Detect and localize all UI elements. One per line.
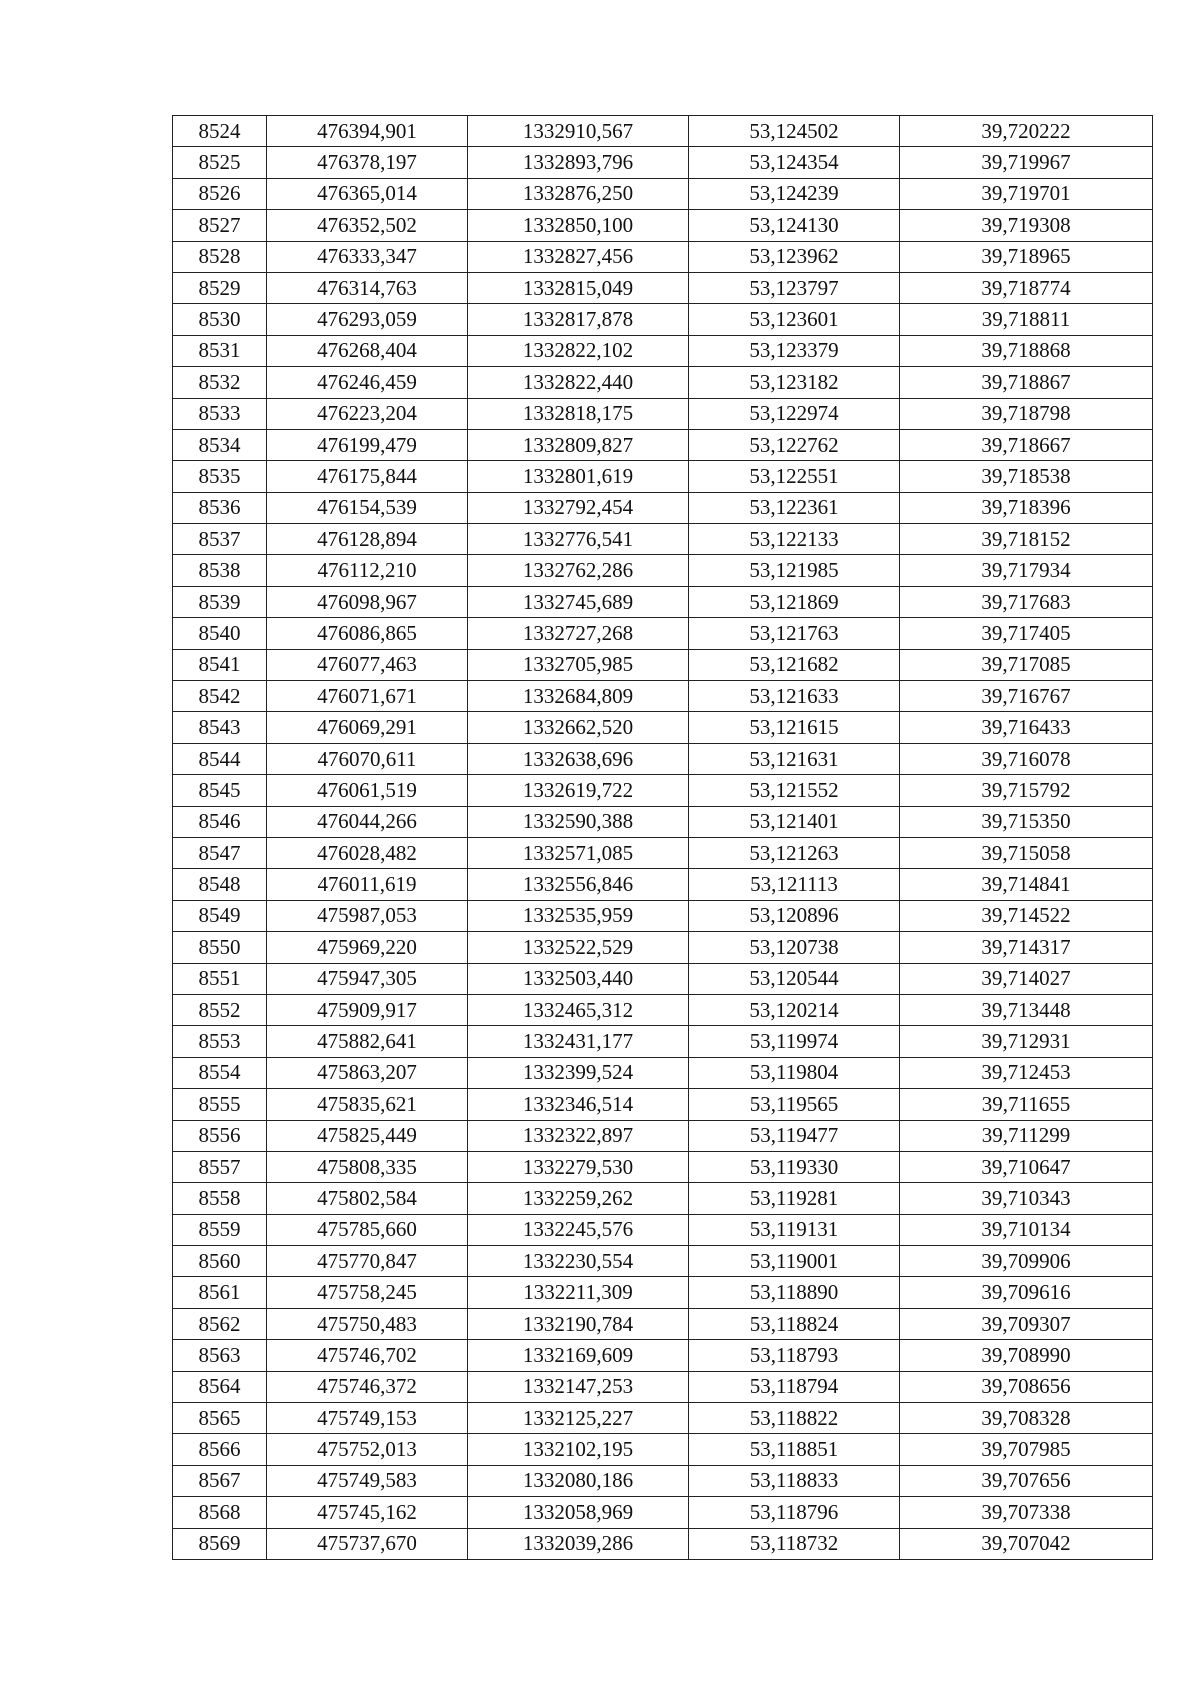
y-coordinate-cell: 1332431,177 bbox=[468, 1026, 689, 1057]
y-coordinate-cell: 1332190,784 bbox=[468, 1308, 689, 1339]
longitude-cell: 39,714841 bbox=[900, 869, 1153, 900]
point-number-cell: 8567 bbox=[173, 1465, 267, 1496]
x-coordinate-cell: 476077,463 bbox=[267, 649, 468, 680]
y-coordinate-cell: 1332893,796 bbox=[468, 147, 689, 178]
y-coordinate-cell: 1332080,186 bbox=[468, 1465, 689, 1496]
longitude-cell: 39,718396 bbox=[900, 492, 1153, 523]
latitude-cell: 53,122133 bbox=[689, 524, 900, 555]
point-number-cell: 8551 bbox=[173, 963, 267, 994]
longitude-cell: 39,717934 bbox=[900, 555, 1153, 586]
y-coordinate-cell: 1332817,878 bbox=[468, 304, 689, 335]
latitude-cell: 53,119565 bbox=[689, 1089, 900, 1120]
table-row bbox=[173, 524, 1153, 555]
longitude-cell: 39,718867 bbox=[900, 367, 1153, 398]
x-coordinate-cell: 475758,245 bbox=[267, 1277, 468, 1308]
y-coordinate-cell: 1332815,049 bbox=[468, 272, 689, 303]
y-coordinate-cell: 1332125,227 bbox=[468, 1403, 689, 1434]
latitude-cell: 53,119477 bbox=[689, 1120, 900, 1151]
point-number-cell: 8528 bbox=[173, 241, 267, 272]
y-coordinate-cell: 1332571,085 bbox=[468, 837, 689, 868]
latitude-cell: 53,118822 bbox=[689, 1403, 900, 1434]
y-coordinate-cell: 1332705,985 bbox=[468, 649, 689, 680]
longitude-cell: 39,713448 bbox=[900, 994, 1153, 1025]
y-coordinate-cell: 1332102,195 bbox=[468, 1434, 689, 1465]
point-number-cell: 8555 bbox=[173, 1089, 267, 1120]
y-coordinate-cell: 1332662,520 bbox=[468, 712, 689, 743]
x-coordinate-cell: 475825,449 bbox=[267, 1120, 468, 1151]
latitude-cell: 53,118794 bbox=[689, 1371, 900, 1402]
point-number-cell: 8531 bbox=[173, 335, 267, 366]
longitude-cell: 39,710134 bbox=[900, 1214, 1153, 1245]
y-coordinate-cell: 1332039,286 bbox=[468, 1528, 689, 1559]
table-row bbox=[173, 1057, 1153, 1088]
longitude-cell: 39,714522 bbox=[900, 900, 1153, 931]
x-coordinate-cell: 475882,641 bbox=[267, 1026, 468, 1057]
latitude-cell: 53,118793 bbox=[689, 1340, 900, 1371]
table-row bbox=[173, 681, 1153, 712]
x-coordinate-cell: 476086,865 bbox=[267, 618, 468, 649]
x-coordinate-cell: 476223,204 bbox=[267, 398, 468, 429]
latitude-cell: 53,119281 bbox=[689, 1183, 900, 1214]
latitude-cell: 53,121263 bbox=[689, 837, 900, 868]
y-coordinate-cell: 1332776,541 bbox=[468, 524, 689, 555]
y-coordinate-cell: 1332727,268 bbox=[468, 618, 689, 649]
latitude-cell: 53,119804 bbox=[689, 1057, 900, 1088]
latitude-cell: 53,119001 bbox=[689, 1246, 900, 1277]
table-row bbox=[173, 492, 1153, 523]
y-coordinate-cell: 1332522,529 bbox=[468, 932, 689, 963]
longitude-cell: 39,708656 bbox=[900, 1371, 1153, 1402]
x-coordinate-cell: 475947,305 bbox=[267, 963, 468, 994]
longitude-cell: 39,718152 bbox=[900, 524, 1153, 555]
latitude-cell: 53,121985 bbox=[689, 555, 900, 586]
longitude-cell: 39,718774 bbox=[900, 272, 1153, 303]
latitude-cell: 53,123962 bbox=[689, 241, 900, 272]
x-coordinate-cell: 476070,611 bbox=[267, 743, 468, 774]
longitude-cell: 39,718538 bbox=[900, 461, 1153, 492]
table-row bbox=[173, 900, 1153, 931]
longitude-cell: 39,707338 bbox=[900, 1497, 1153, 1528]
x-coordinate-cell: 476175,844 bbox=[267, 461, 468, 492]
latitude-cell: 53,121401 bbox=[689, 806, 900, 837]
latitude-cell: 53,121631 bbox=[689, 743, 900, 774]
latitude-cell: 53,120738 bbox=[689, 932, 900, 963]
x-coordinate-cell: 476011,619 bbox=[267, 869, 468, 900]
table-row bbox=[173, 586, 1153, 617]
y-coordinate-cell: 1332590,388 bbox=[468, 806, 689, 837]
point-number-cell: 8543 bbox=[173, 712, 267, 743]
point-number-cell: 8554 bbox=[173, 1057, 267, 1088]
longitude-cell: 39,717405 bbox=[900, 618, 1153, 649]
point-number-cell: 8547 bbox=[173, 837, 267, 868]
point-number-cell: 8563 bbox=[173, 1340, 267, 1371]
y-coordinate-cell: 1332503,440 bbox=[468, 963, 689, 994]
y-coordinate-cell: 1332169,609 bbox=[468, 1340, 689, 1371]
y-coordinate-cell: 1332556,846 bbox=[468, 869, 689, 900]
latitude-cell: 53,118851 bbox=[689, 1434, 900, 1465]
table-row bbox=[173, 1214, 1153, 1245]
point-number-cell: 8557 bbox=[173, 1151, 267, 1182]
longitude-cell: 39,719967 bbox=[900, 147, 1153, 178]
latitude-cell: 53,122361 bbox=[689, 492, 900, 523]
point-number-cell: 8562 bbox=[173, 1308, 267, 1339]
x-coordinate-cell: 475746,702 bbox=[267, 1340, 468, 1371]
y-coordinate-cell: 1332822,440 bbox=[468, 367, 689, 398]
y-coordinate-cell: 1332684,809 bbox=[468, 681, 689, 712]
table-row bbox=[173, 461, 1153, 492]
longitude-cell: 39,709307 bbox=[900, 1308, 1153, 1339]
table-row bbox=[173, 147, 1153, 178]
longitude-cell: 39,714317 bbox=[900, 932, 1153, 963]
table-row bbox=[173, 304, 1153, 335]
longitude-cell: 39,709906 bbox=[900, 1246, 1153, 1277]
table-row bbox=[173, 1151, 1153, 1182]
y-coordinate-cell: 1332822,102 bbox=[468, 335, 689, 366]
table-row bbox=[173, 1528, 1153, 1559]
latitude-cell: 53,123182 bbox=[689, 367, 900, 398]
y-coordinate-cell: 1332399,524 bbox=[468, 1057, 689, 1088]
y-coordinate-cell: 1332147,253 bbox=[468, 1371, 689, 1402]
x-coordinate-cell: 476028,482 bbox=[267, 837, 468, 868]
latitude-cell: 53,122762 bbox=[689, 429, 900, 460]
table-row bbox=[173, 1497, 1153, 1528]
table-row bbox=[173, 272, 1153, 303]
x-coordinate-cell: 476112,210 bbox=[267, 555, 468, 586]
x-coordinate-cell: 476044,266 bbox=[267, 806, 468, 837]
point-number-cell: 8568 bbox=[173, 1497, 267, 1528]
longitude-cell: 39,711299 bbox=[900, 1120, 1153, 1151]
x-coordinate-cell: 476268,404 bbox=[267, 335, 468, 366]
x-coordinate-cell: 475770,847 bbox=[267, 1246, 468, 1277]
y-coordinate-cell: 1332322,897 bbox=[468, 1120, 689, 1151]
table-row bbox=[173, 994, 1153, 1025]
y-coordinate-cell: 1332850,100 bbox=[468, 210, 689, 241]
y-coordinate-cell: 1332801,619 bbox=[468, 461, 689, 492]
point-number-cell: 8552 bbox=[173, 994, 267, 1025]
longitude-cell: 39,716433 bbox=[900, 712, 1153, 743]
table-row bbox=[173, 367, 1153, 398]
table-row bbox=[173, 1089, 1153, 1120]
table-row bbox=[173, 555, 1153, 586]
x-coordinate-cell: 476071,671 bbox=[267, 681, 468, 712]
x-coordinate-cell: 476061,519 bbox=[267, 775, 468, 806]
x-coordinate-cell: 475749,583 bbox=[267, 1465, 468, 1496]
latitude-cell: 53,123601 bbox=[689, 304, 900, 335]
point-number-cell: 8550 bbox=[173, 932, 267, 963]
point-number-cell: 8544 bbox=[173, 743, 267, 774]
table-row bbox=[173, 1371, 1153, 1402]
x-coordinate-cell: 475863,207 bbox=[267, 1057, 468, 1088]
longitude-cell: 39,707656 bbox=[900, 1465, 1153, 1496]
longitude-cell: 39,709616 bbox=[900, 1277, 1153, 1308]
latitude-cell: 53,119974 bbox=[689, 1026, 900, 1057]
table-row bbox=[173, 335, 1153, 366]
x-coordinate-cell: 476293,059 bbox=[267, 304, 468, 335]
x-coordinate-cell: 475808,335 bbox=[267, 1151, 468, 1182]
y-coordinate-cell: 1332058,969 bbox=[468, 1497, 689, 1528]
y-coordinate-cell: 1332792,454 bbox=[468, 492, 689, 523]
point-number-cell: 8530 bbox=[173, 304, 267, 335]
point-number-cell: 8541 bbox=[173, 649, 267, 680]
table-row bbox=[173, 712, 1153, 743]
x-coordinate-cell: 475987,053 bbox=[267, 900, 468, 931]
point-number-cell: 8545 bbox=[173, 775, 267, 806]
table-row bbox=[173, 241, 1153, 272]
y-coordinate-cell: 1332745,689 bbox=[468, 586, 689, 617]
longitude-cell: 39,715058 bbox=[900, 837, 1153, 868]
latitude-cell: 53,118732 bbox=[689, 1528, 900, 1559]
x-coordinate-cell: 476333,347 bbox=[267, 241, 468, 272]
longitude-cell: 39,718798 bbox=[900, 398, 1153, 429]
latitude-cell: 53,119131 bbox=[689, 1214, 900, 1245]
x-coordinate-cell: 475802,584 bbox=[267, 1183, 468, 1214]
x-coordinate-cell: 475749,153 bbox=[267, 1403, 468, 1434]
latitude-cell: 53,123379 bbox=[689, 335, 900, 366]
point-number-cell: 8566 bbox=[173, 1434, 267, 1465]
y-coordinate-cell: 1332230,554 bbox=[468, 1246, 689, 1277]
latitude-cell: 53,124502 bbox=[689, 116, 900, 147]
x-coordinate-cell: 475746,372 bbox=[267, 1371, 468, 1402]
x-coordinate-cell: 476069,291 bbox=[267, 712, 468, 743]
latitude-cell: 53,118824 bbox=[689, 1308, 900, 1339]
x-coordinate-cell: 475785,660 bbox=[267, 1214, 468, 1245]
longitude-cell: 39,711655 bbox=[900, 1089, 1153, 1120]
longitude-cell: 39,716078 bbox=[900, 743, 1153, 774]
latitude-cell: 53,120214 bbox=[689, 994, 900, 1025]
latitude-cell: 53,120896 bbox=[689, 900, 900, 931]
latitude-cell: 53,121682 bbox=[689, 649, 900, 680]
point-number-cell: 8556 bbox=[173, 1120, 267, 1151]
longitude-cell: 39,717683 bbox=[900, 586, 1153, 617]
latitude-cell: 53,121552 bbox=[689, 775, 900, 806]
x-coordinate-cell: 476199,479 bbox=[267, 429, 468, 460]
longitude-cell: 39,718811 bbox=[900, 304, 1153, 335]
table-row bbox=[173, 1434, 1153, 1465]
longitude-cell: 39,707985 bbox=[900, 1434, 1153, 1465]
longitude-cell: 39,712453 bbox=[900, 1057, 1153, 1088]
longitude-cell: 39,718868 bbox=[900, 335, 1153, 366]
point-number-cell: 8560 bbox=[173, 1246, 267, 1277]
x-coordinate-cell: 476365,014 bbox=[267, 178, 468, 209]
table-row bbox=[173, 806, 1153, 837]
table-row bbox=[173, 210, 1153, 241]
table-row bbox=[173, 775, 1153, 806]
x-coordinate-cell: 475737,670 bbox=[267, 1528, 468, 1559]
x-coordinate-cell: 475835,621 bbox=[267, 1089, 468, 1120]
point-number-cell: 8534 bbox=[173, 429, 267, 460]
point-number-cell: 8527 bbox=[173, 210, 267, 241]
x-coordinate-cell: 475909,917 bbox=[267, 994, 468, 1025]
longitude-cell: 39,710343 bbox=[900, 1183, 1153, 1214]
y-coordinate-cell: 1332465,312 bbox=[468, 994, 689, 1025]
table-row bbox=[173, 429, 1153, 460]
point-number-cell: 8553 bbox=[173, 1026, 267, 1057]
table-row bbox=[173, 963, 1153, 994]
latitude-cell: 53,121869 bbox=[689, 586, 900, 617]
y-coordinate-cell: 1332619,722 bbox=[468, 775, 689, 806]
longitude-cell: 39,712931 bbox=[900, 1026, 1153, 1057]
table-row bbox=[173, 1465, 1153, 1496]
point-number-cell: 8539 bbox=[173, 586, 267, 617]
x-coordinate-cell: 476352,502 bbox=[267, 210, 468, 241]
latitude-cell: 53,120544 bbox=[689, 963, 900, 994]
longitude-cell: 39,715792 bbox=[900, 775, 1153, 806]
longitude-cell: 39,714027 bbox=[900, 963, 1153, 994]
y-coordinate-cell: 1332245,576 bbox=[468, 1214, 689, 1245]
table-row bbox=[173, 932, 1153, 963]
longitude-cell: 39,707042 bbox=[900, 1528, 1153, 1559]
longitude-cell: 39,719308 bbox=[900, 210, 1153, 241]
table-row bbox=[173, 116, 1153, 147]
longitude-cell: 39,717085 bbox=[900, 649, 1153, 680]
x-coordinate-cell: 475752,013 bbox=[267, 1434, 468, 1465]
x-coordinate-cell: 476378,197 bbox=[267, 147, 468, 178]
table-row bbox=[173, 1026, 1153, 1057]
point-number-cell: 8535 bbox=[173, 461, 267, 492]
table-row bbox=[173, 1277, 1153, 1308]
y-coordinate-cell: 1332211,309 bbox=[468, 1277, 689, 1308]
point-number-cell: 8549 bbox=[173, 900, 267, 931]
latitude-cell: 53,124130 bbox=[689, 210, 900, 241]
point-number-cell: 8564 bbox=[173, 1371, 267, 1402]
coordinates-table bbox=[172, 115, 1153, 1560]
x-coordinate-cell: 476246,459 bbox=[267, 367, 468, 398]
longitude-cell: 39,719701 bbox=[900, 178, 1153, 209]
y-coordinate-cell: 1332638,696 bbox=[468, 743, 689, 774]
table-row bbox=[173, 1120, 1153, 1151]
y-coordinate-cell: 1332827,456 bbox=[468, 241, 689, 272]
latitude-cell: 53,121615 bbox=[689, 712, 900, 743]
y-coordinate-cell: 1332279,530 bbox=[468, 1151, 689, 1182]
x-coordinate-cell: 476098,967 bbox=[267, 586, 468, 617]
point-number-cell: 8548 bbox=[173, 869, 267, 900]
latitude-cell: 53,121633 bbox=[689, 681, 900, 712]
x-coordinate-cell: 476394,901 bbox=[267, 116, 468, 147]
table-row bbox=[173, 649, 1153, 680]
longitude-cell: 39,718667 bbox=[900, 429, 1153, 460]
point-number-cell: 8546 bbox=[173, 806, 267, 837]
point-number-cell: 8525 bbox=[173, 147, 267, 178]
latitude-cell: 53,118796 bbox=[689, 1497, 900, 1528]
point-number-cell: 8565 bbox=[173, 1403, 267, 1434]
latitude-cell: 53,121763 bbox=[689, 618, 900, 649]
table-row bbox=[173, 837, 1153, 868]
table-row bbox=[173, 1308, 1153, 1339]
table-row bbox=[173, 1340, 1153, 1371]
longitude-cell: 39,710647 bbox=[900, 1151, 1153, 1182]
point-number-cell: 8529 bbox=[173, 272, 267, 303]
latitude-cell: 53,123797 bbox=[689, 272, 900, 303]
latitude-cell: 53,119330 bbox=[689, 1151, 900, 1182]
point-number-cell: 8569 bbox=[173, 1528, 267, 1559]
latitude-cell: 53,124354 bbox=[689, 147, 900, 178]
point-number-cell: 8540 bbox=[173, 618, 267, 649]
x-coordinate-cell: 475969,220 bbox=[267, 932, 468, 963]
longitude-cell: 39,715350 bbox=[900, 806, 1153, 837]
y-coordinate-cell: 1332259,262 bbox=[468, 1183, 689, 1214]
point-number-cell: 8526 bbox=[173, 178, 267, 209]
point-number-cell: 8538 bbox=[173, 555, 267, 586]
point-number-cell: 8533 bbox=[173, 398, 267, 429]
x-coordinate-cell: 475750,483 bbox=[267, 1308, 468, 1339]
y-coordinate-cell: 1332809,827 bbox=[468, 429, 689, 460]
latitude-cell: 53,122974 bbox=[689, 398, 900, 429]
point-number-cell: 8561 bbox=[173, 1277, 267, 1308]
latitude-cell: 53,121113 bbox=[689, 869, 900, 900]
table-row bbox=[173, 1183, 1153, 1214]
longitude-cell: 39,716767 bbox=[900, 681, 1153, 712]
x-coordinate-cell: 476128,894 bbox=[267, 524, 468, 555]
x-coordinate-cell: 475745,162 bbox=[267, 1497, 468, 1528]
table-row bbox=[173, 1403, 1153, 1434]
latitude-cell: 53,124239 bbox=[689, 178, 900, 209]
table-row bbox=[173, 869, 1153, 900]
longitude-cell: 39,720222 bbox=[900, 116, 1153, 147]
table-row bbox=[173, 398, 1153, 429]
point-number-cell: 8524 bbox=[173, 116, 267, 147]
y-coordinate-cell: 1332762,286 bbox=[468, 555, 689, 586]
y-coordinate-cell: 1332910,567 bbox=[468, 116, 689, 147]
coordinates-table-body bbox=[173, 116, 1153, 1560]
latitude-cell: 53,118890 bbox=[689, 1277, 900, 1308]
table-row bbox=[173, 743, 1153, 774]
point-number-cell: 8537 bbox=[173, 524, 267, 555]
x-coordinate-cell: 476154,539 bbox=[267, 492, 468, 523]
latitude-cell: 53,118833 bbox=[689, 1465, 900, 1496]
longitude-cell: 39,708990 bbox=[900, 1340, 1153, 1371]
point-number-cell: 8559 bbox=[173, 1214, 267, 1245]
y-coordinate-cell: 1332876,250 bbox=[468, 178, 689, 209]
y-coordinate-cell: 1332346,514 bbox=[468, 1089, 689, 1120]
point-number-cell: 8536 bbox=[173, 492, 267, 523]
x-coordinate-cell: 476314,763 bbox=[267, 272, 468, 303]
table-row bbox=[173, 178, 1153, 209]
table-row bbox=[173, 618, 1153, 649]
y-coordinate-cell: 1332818,175 bbox=[468, 398, 689, 429]
point-number-cell: 8532 bbox=[173, 367, 267, 398]
longitude-cell: 39,708328 bbox=[900, 1403, 1153, 1434]
table-row bbox=[173, 1246, 1153, 1277]
y-coordinate-cell: 1332535,959 bbox=[468, 900, 689, 931]
longitude-cell: 39,718965 bbox=[900, 241, 1153, 272]
latitude-cell: 53,122551 bbox=[689, 461, 900, 492]
point-number-cell: 8558 bbox=[173, 1183, 267, 1214]
point-number-cell: 8542 bbox=[173, 681, 267, 712]
